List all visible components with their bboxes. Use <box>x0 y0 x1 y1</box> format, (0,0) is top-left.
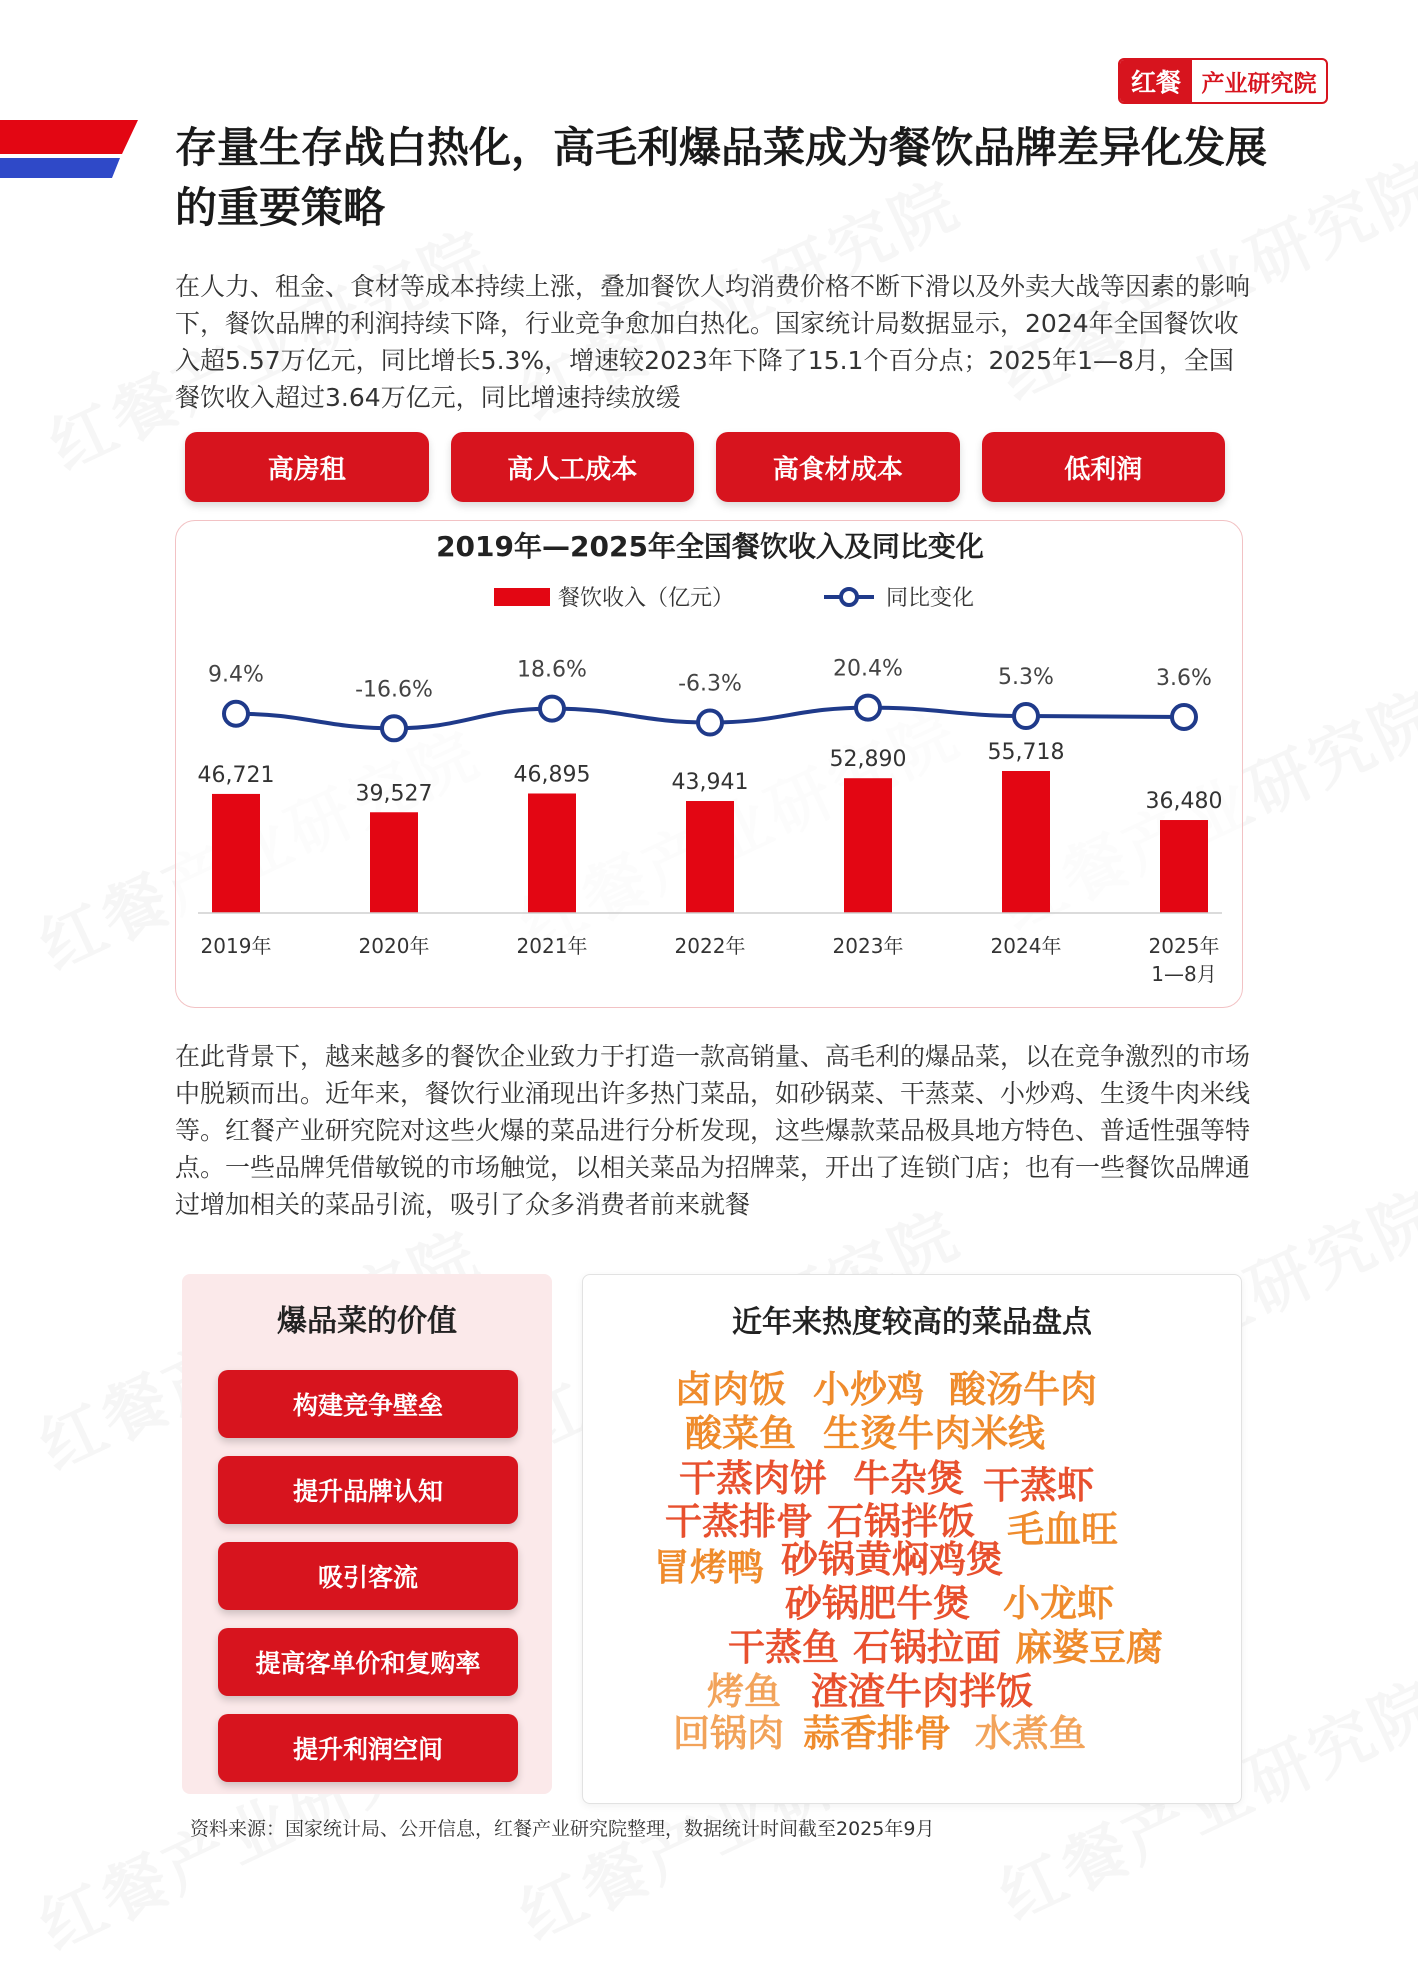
legend-bar-label: 餐饮收入（亿元） <box>558 586 735 611</box>
yoy-label: -6.3% <box>678 671 742 697</box>
dish-word: 蒜香排骨 <box>803 1712 951 1755</box>
page-title: 存量生存战白热化，高毛利爆品菜成为餐饮品牌差异化发展的重要策略 <box>175 123 1268 232</box>
x-tick-label: 2021年 <box>516 934 588 958</box>
pressure-pills <box>185 432 1225 502</box>
x-tick-label: 2024年 <box>990 934 1062 958</box>
dish-word: 生烫牛肉米线 <box>823 1412 1045 1455</box>
pill-labor: 高人工成本 <box>451 432 695 502</box>
value-item-traffic: 吸引客流 <box>218 1542 518 1610</box>
value-item-barrier: 构建竞争壁垒 <box>218 1370 518 1438</box>
dish-word: 水煮鱼 <box>975 1712 1086 1755</box>
revenue-bar <box>1002 771 1050 913</box>
yoy-label: -16.6% <box>355 677 433 703</box>
x-tick-label: 1—8月 <box>1151 962 1217 986</box>
revenue-bar <box>686 801 734 913</box>
revenue-bar <box>528 793 576 913</box>
revenue-label: 46,895 <box>513 762 591 788</box>
dish-word: 干蒸肉饼 <box>679 1457 827 1500</box>
legend-line-label: 同比变化 <box>886 586 975 611</box>
source-note: 资料来源：国家统计局、公开信息，红餐产业研究院整理，数据统计时间截至2025年9月 <box>190 1818 935 1840</box>
dish-word: 小龙虾 <box>1003 1582 1114 1625</box>
title-banner <box>0 120 140 180</box>
dish-word: 毛血旺 <box>1007 1508 1118 1551</box>
revenue-bar <box>370 812 418 913</box>
x-tick-label: 2020年 <box>358 934 430 958</box>
dish-word: 回锅肉 <box>673 1712 784 1755</box>
value-panel-title: 爆品菜的价值 <box>277 1304 457 1339</box>
x-tick-label: 2025年 <box>1148 934 1220 958</box>
mid-paragraph: 在此背景下，越来越多的餐饮企业致力于打造一款高销量、高毛利的爆品菜，以在竞争激烈的市场中脱颖而出。近年来，餐饮行业涌现出许多热门菜品，如砂锅菜、干蒸菜、小炒鸡、生烫牛肉米线等。红餐产业研究院对这些火爆的菜品进行分析发现，这些爆款菜品极具地方特色、普适性强等特点。一些品牌凭借敏锐的市场触觉，以相关菜品为招牌菜，开出了连锁门店；也有一些餐饮品牌通过增加相关的菜品引流，吸引了众多消费者前来就餐 <box>175 1042 1251 1219</box>
value-panel <box>182 1274 552 1794</box>
dish-panel-title: 近年来热度较高的菜品盘点 <box>732 1305 1092 1340</box>
revenue-label: 36,480 <box>1145 789 1223 815</box>
pill-food-cost: 高食材成本 <box>716 432 960 502</box>
dish-word: 干蒸虾 <box>983 1464 1094 1507</box>
revenue-label: 43,941 <box>671 770 749 796</box>
yoy-point <box>1172 705 1196 729</box>
yoy-label: 9.4% <box>208 662 264 688</box>
revenue-bar <box>1160 820 1208 913</box>
chart-svg <box>176 521 1244 1009</box>
pill-low-profit: 低利润 <box>982 432 1226 502</box>
x-tick-label: 2023年 <box>832 934 904 958</box>
dish-word: 烤鱼 <box>707 1670 781 1713</box>
value-item-profit: 提升利润空间 <box>218 1714 518 1782</box>
chart-title: 2019年—2025年全国餐饮收入及同比变化 <box>436 530 984 563</box>
revenue-label: 55,718 <box>987 740 1065 765</box>
brand-name: 产业研究院 <box>1201 70 1317 97</box>
x-tick-label: 2022年 <box>674 934 746 958</box>
dish-word: 石锅拉面 <box>853 1626 1001 1669</box>
yoy-point <box>1014 704 1038 728</box>
revenue-label: 46,721 <box>197 762 275 788</box>
dish-word: 渣渣牛肉拌饭 <box>811 1670 1033 1713</box>
revenue-chart <box>175 520 1243 1008</box>
yoy-point <box>856 696 880 720</box>
value-item-ticket: 提高客单价和复购率 <box>218 1628 518 1696</box>
revenue-label: 52,890 <box>829 747 907 773</box>
dish-word: 冒烤鸭 <box>653 1546 764 1589</box>
yoy-label: 20.4% <box>833 656 903 682</box>
pill-rent: 高房租 <box>185 432 429 502</box>
dish-word: 酸汤牛肉 <box>949 1368 1097 1411</box>
dish-word: 麻婆豆腐 <box>1015 1626 1163 1669</box>
dish-word: 酸菜鱼 <box>685 1412 796 1455</box>
intro-paragraph: 在人力、租金、食材等成本持续上涨，叠加餐饮人均消费价格不断下滑以及外卖大战等因素的影响下，餐饮品牌的利润持续下降，行业竞争愈加白热化。国家统计局数据显示，2024年全国餐饮收入超5.57万亿元，同比增长5.3%，增速较2023年下降了15.1个百分点；2025年1—8月，全国餐饮收入超过3.64万亿元，同比增速持续放缓 <box>175 272 1251 412</box>
dish-word: 卤肉饭 <box>675 1368 786 1411</box>
revenue-bar <box>212 794 260 913</box>
legend-line-marker <box>841 589 857 605</box>
dish-word: 干蒸鱼 <box>728 1626 839 1669</box>
yoy-point <box>382 716 406 740</box>
brand-logo <box>1118 58 1328 104</box>
dish-word: 干蒸排骨 <box>665 1500 813 1543</box>
legend-bar-swatch <box>494 588 550 606</box>
dish-word: 砂锅黄焖鸡煲 <box>781 1538 1003 1581</box>
yoy-label: 5.3% <box>998 665 1054 691</box>
dish-word: 石锅拌饭 <box>827 1500 975 1543</box>
yoy-point <box>224 702 248 726</box>
value-item-brand: 提升品牌认知 <box>218 1456 518 1524</box>
dish-word: 牛杂煲 <box>853 1457 964 1500</box>
yoy-label: 18.6% <box>517 657 587 683</box>
brand-mark: 红餐 <box>1120 60 1192 102</box>
yoy-point <box>698 711 722 735</box>
revenue-label: 39,527 <box>355 781 433 807</box>
dish-word: 砂锅肥牛煲 <box>785 1582 970 1625</box>
yoy-point <box>540 697 564 721</box>
dish-word: 小炒鸡 <box>813 1368 924 1411</box>
revenue-bar <box>844 778 892 913</box>
yoy-label: 3.6% <box>1156 665 1212 691</box>
dish-panel <box>582 1274 1242 1804</box>
x-tick-label: 2019年 <box>200 934 272 958</box>
